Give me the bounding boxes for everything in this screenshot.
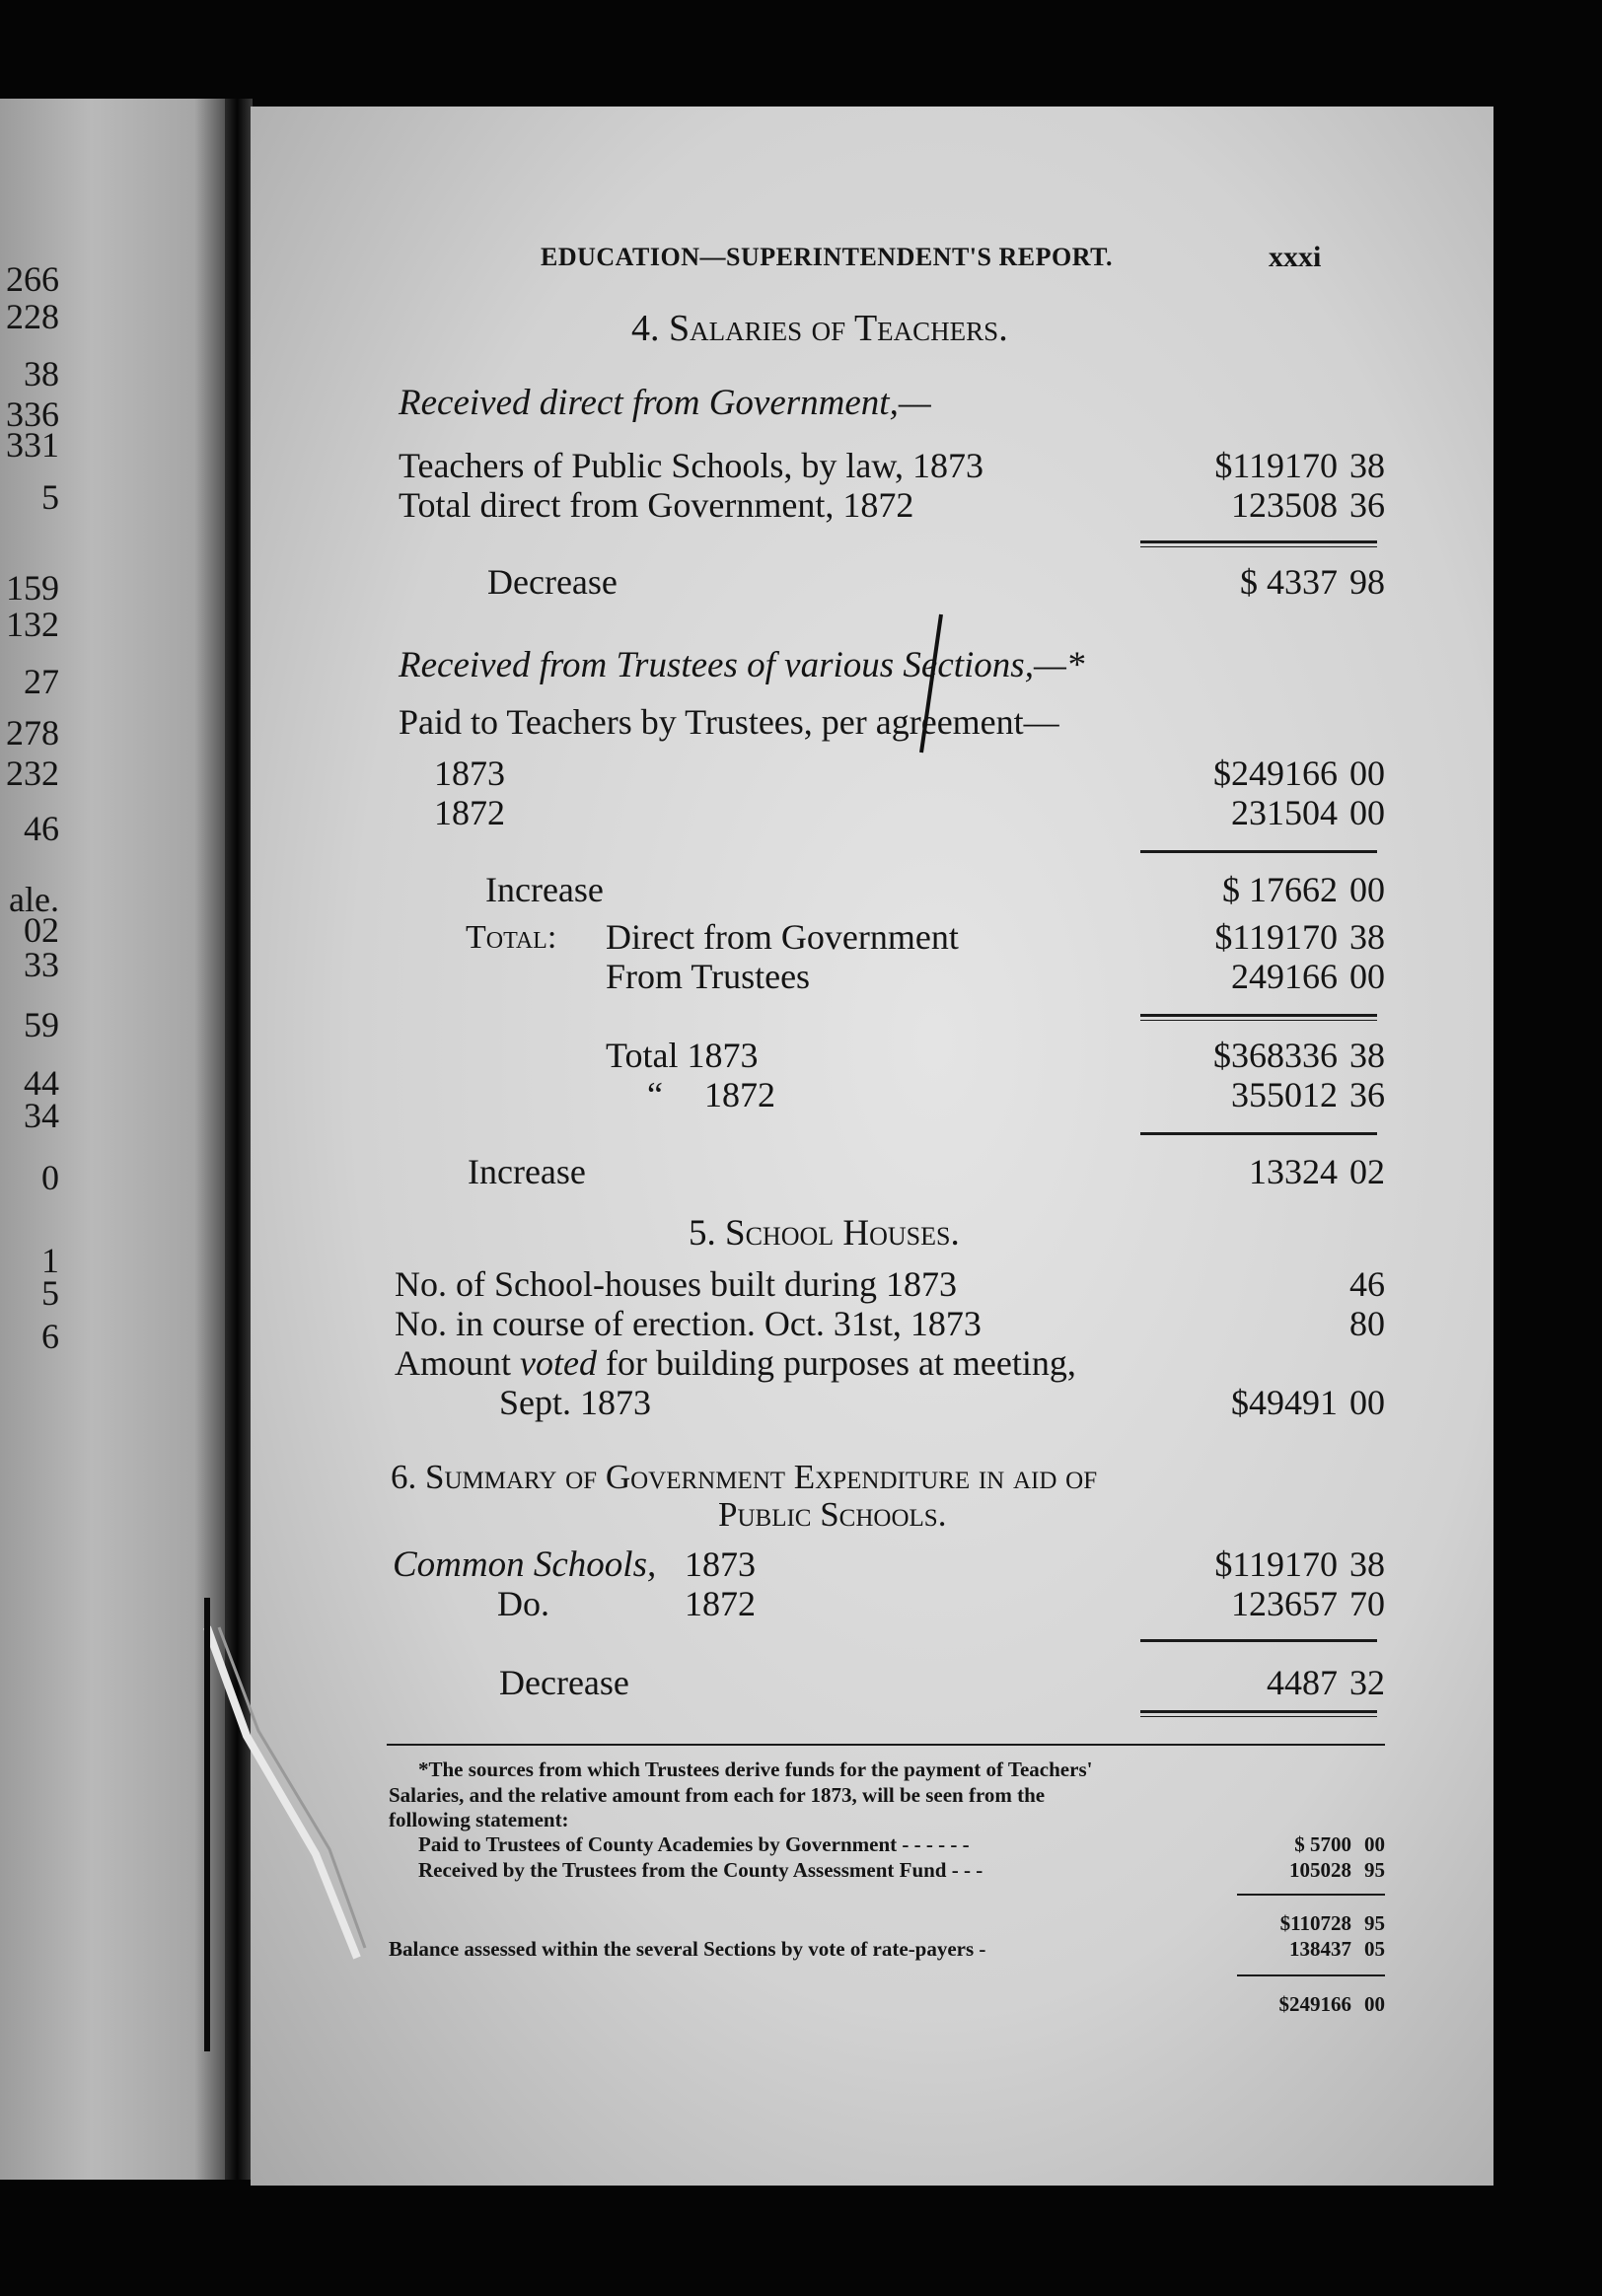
- decrease-row-2: Decrease 4487 32: [499, 1663, 1385, 1702]
- left-page-fragment: 33: [24, 945, 59, 984]
- left-page-fragment: 34: [24, 1096, 59, 1135]
- section-6-heading-2: Public Schools.: [718, 1495, 947, 1534]
- left-page-fragment: 44: [24, 1063, 59, 1103]
- total-label: Total:: [466, 919, 557, 956]
- left-page-fragment: 27: [24, 662, 59, 701]
- teachers-by-law-row: Teachers of Public Schools, by law, 1873 $119170 38: [399, 446, 1385, 485]
- left-page-fragment: 266: [6, 259, 59, 299]
- left-page-fragment: 0: [41, 1158, 59, 1197]
- left-page-fragment: ale.: [9, 880, 59, 919]
- common-schools-1873-row: Common Schools, 1873 $119170 38: [393, 1544, 1385, 1585]
- footnote-line-3: following statement:: [389, 1808, 569, 1831]
- decrease-row-1: Decrease $ 4337 98: [487, 562, 1385, 602]
- total-1873-row: Total 1873 $368336 38: [606, 1036, 1385, 1075]
- footnote-row-2: Received by the Trustees from the County Assessment Fund - - - 105028 95: [418, 1858, 1385, 1882]
- left-page-fragment: 228: [6, 297, 59, 336]
- footnote-row-1: Paid to Trustees of County Academies by Government - - - - - - $ 5700 00: [418, 1832, 1385, 1856]
- increase-row-2: Increase 13324 02: [468, 1152, 1385, 1191]
- footnote-total: $249166 00: [1278, 1992, 1385, 2016]
- footnote-row-3: Balance assessed within the several Sections by vote of rate-payers - 138437 05: [389, 1937, 1385, 1961]
- total-trustees-row: From Trustees 249166 00: [606, 957, 1385, 996]
- sept-1873-row: Sept. 1873 $49491 00: [499, 1383, 1385, 1422]
- left-page-fragment: 132: [6, 605, 59, 644]
- footnote-line-1: *The sources from which Trustees derive funds for the payment of Teachers': [418, 1758, 1093, 1781]
- left-page-fragment: 331: [6, 425, 59, 465]
- left-page-fragment: 5: [41, 477, 59, 517]
- total-direct-row: Direct from Government $119170 38: [606, 917, 1385, 957]
- left-page-fragment: 59: [24, 1005, 59, 1044]
- school-houses-built-row: No. of School-houses built during 1873 46: [395, 1264, 1385, 1304]
- left-page-fragment: 5: [41, 1273, 59, 1313]
- section-4-heading: 4. Salaries of Teachers.: [631, 308, 1008, 349]
- section-5-heading: 5. School Houses.: [689, 1213, 960, 1254]
- trustees-1872-row: 1872 231504 00: [434, 793, 1385, 832]
- left-page-fragment: 1: [41, 1241, 59, 1280]
- left-page-fragment: 6: [41, 1317, 59, 1356]
- total-1872-row: “ 1872 355012 36: [647, 1075, 1385, 1114]
- footnote-line-2: Salaries, and the relative amount from each for 1873, will be seen from the: [389, 1783, 1046, 1807]
- page-number: xxxi: [1269, 241, 1322, 273]
- common-schools-1872-row: Do. 1872 123657 70: [497, 1584, 1385, 1623]
- section-6-heading: 6. Summary of Government Expenditure in aid of: [391, 1458, 1098, 1496]
- footnote-subtotal: $110728 95: [1279, 1911, 1385, 1935]
- trustees-1873-row: 1873 $249166 00: [434, 753, 1385, 793]
- left-page-fragment: 02: [24, 910, 59, 950]
- left-page-fragment: 232: [6, 753, 59, 793]
- left-page-fragment: 336: [6, 395, 59, 434]
- left-page-fragment: 46: [24, 809, 59, 848]
- total-direct-1872-row: Total direct from Government, 1872 123508 36: [399, 485, 1385, 525]
- paid-by-trustees-heading: Paid to Teachers by Trustees, per agreement—: [399, 702, 1059, 742]
- left-page-fragment: 38: [24, 354, 59, 394]
- left-page-fragment: 159: [6, 568, 59, 608]
- left-page-fragment: 278: [6, 713, 59, 753]
- school-houses-erection-row: No. in course of erection. Oct. 31st, 1873 80: [395, 1304, 1385, 1343]
- increase-row-1: Increase $ 17662 00: [485, 870, 1385, 909]
- received-from-trustees-heading: Received from Trustees of various Sections,—*: [399, 645, 1085, 685]
- amount-voted-line: Amount voted for building purposes at meeting,: [395, 1343, 1076, 1383]
- received-direct-heading: Received direct from Government,—: [399, 383, 931, 423]
- running-header: EDUCATION—SUPERINTENDENT'S REPORT.: [541, 243, 1113, 271]
